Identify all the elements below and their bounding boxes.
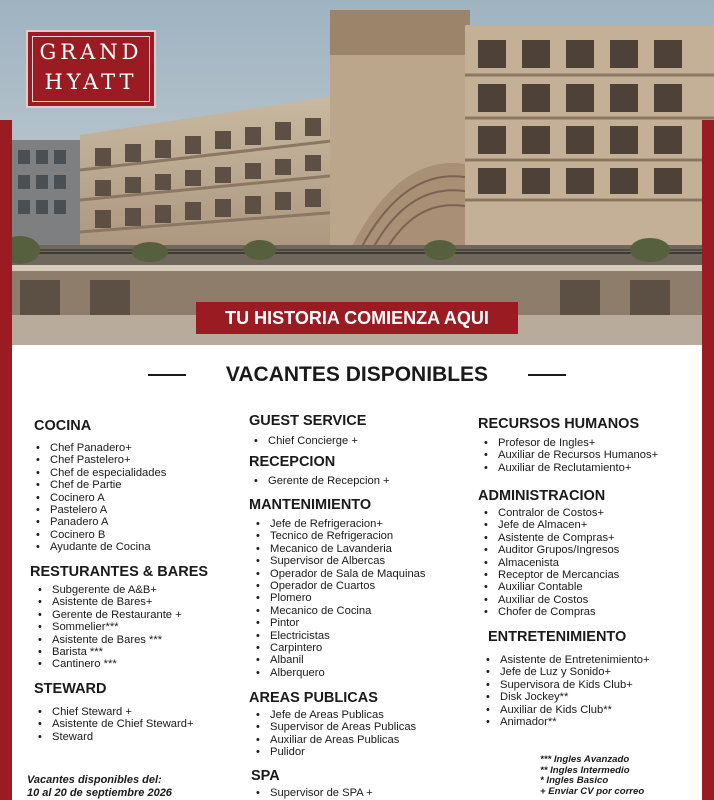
section-title-recepcion: RECEPCION	[249, 454, 336, 470]
heading-dash-left	[148, 374, 186, 376]
list-item: • Carpintero	[256, 642, 425, 654]
section-title-restaurantes: RESTURANTES & BARES	[30, 564, 209, 580]
list-item: • Jefe de Refrigeracion+	[256, 518, 425, 530]
list-item: • Animador**	[486, 716, 650, 728]
heading-dash-right	[528, 374, 566, 376]
legend-item: *** Ingles Avanzado	[540, 754, 630, 765]
heading-text: VACANTES DISPONIBLES	[225, 363, 489, 386]
list-item: • Auxiliar de Reclutamiento+	[484, 462, 658, 474]
list-item: • Disk Jockey**	[486, 691, 650, 703]
list-item: • Electricistas	[256, 630, 425, 642]
list-item: • Almacenista	[484, 557, 619, 569]
list-restaurantes	[38, 584, 182, 671]
list-item: • Supervisor de Areas Publicas	[256, 721, 416, 733]
list-item: • Panadero A	[36, 516, 166, 528]
section-title-recursos-humanos: RECURSOS HUMANOS	[478, 416, 640, 432]
legend-item: ** Ingles Intermedio	[540, 764, 630, 776]
list-spa	[256, 787, 373, 799]
list-item: • Operador de Sala de Maquinas	[256, 568, 425, 580]
section-title-areas-publicas: AREAS PUBLICAS	[249, 690, 378, 706]
list-item: • Pintor	[256, 617, 425, 629]
frame-right	[702, 120, 714, 800]
grand-hyatt-logo	[26, 30, 156, 108]
list-item: • Auxiliar de Costos	[484, 594, 619, 606]
legend-item: * Ingles Basico	[540, 775, 609, 787]
tagline-banner: TU HISTORIA COMIENZA AQUI	[196, 302, 518, 334]
section-title-entretenimiento: ENTRETENIMIENTO	[488, 629, 627, 645]
list-item: • Sommelier***	[38, 621, 182, 633]
list-item: • Gerente de Restaurante +	[38, 609, 182, 621]
list-item: • Auditor Grupos/Ingresos	[484, 544, 619, 556]
section-title-steward: STEWARD	[34, 681, 107, 697]
list-item: • Contralor de Costos+	[484, 507, 619, 519]
list-steward	[38, 706, 193, 743]
section-title-guest-service: GUEST SERVICE	[249, 413, 367, 429]
list-item: • Chef Panadero+	[36, 442, 166, 454]
list-item: • Auxiliar de Kids Club**	[486, 704, 650, 716]
list-item: • Gerente de Recepcion +	[254, 475, 390, 487]
list-item: • Auxiliar de Recursos Humanos+	[484, 449, 658, 461]
list-guest-service	[254, 435, 358, 447]
list-item: • Receptor de Mercancias	[484, 569, 619, 581]
list-item: • Jefe de Almacen+	[484, 519, 619, 531]
list-item: • Cocinero B	[36, 529, 166, 541]
list-recursos-humanos	[484, 437, 658, 474]
list-item: • Chef de especialidades	[36, 467, 166, 479]
list-item: • Cantinero ***	[38, 658, 182, 670]
list-item: • Asistente de Bares ***	[38, 634, 182, 646]
list-item: • Mecanico de Lavanderia	[256, 543, 425, 555]
availability-dates	[27, 774, 172, 799]
list-recepcion	[254, 475, 390, 487]
dates-line-2: 10 al 20 de septiembre 2026	[27, 786, 172, 799]
section-title-administracion: ADMINISTRACION	[478, 488, 606, 504]
list-administracion	[484, 507, 619, 619]
list-item: • Supervisora de Kids Club+	[486, 679, 650, 691]
list-item: • Tecnico de Refrigeracion	[256, 530, 425, 542]
list-item: • Asistente de Bares+	[38, 596, 182, 608]
list-item: • Auxiliar de Areas Publicas	[256, 734, 416, 746]
dates-line-1: Vacantes disponibles del:	[27, 774, 162, 786]
list-item: • Asistente de Chief Steward+	[38, 718, 193, 730]
list-item: • Chief Concierge +	[254, 435, 358, 447]
list-item: • Mecanico de Cocina	[256, 605, 425, 617]
list-item: • Pastelero A	[36, 504, 166, 516]
list-item: • Plomero	[256, 592, 425, 604]
list-cocina	[36, 442, 166, 554]
logo-line-2: HYATT	[44, 70, 138, 94]
list-item: • Chofer de Compras	[484, 606, 619, 618]
section-title-cocina: COCINA	[34, 418, 92, 434]
list-areas-publicas	[256, 709, 416, 759]
section-title-spa: SPA	[251, 768, 280, 784]
logo-line-1: GRAND	[39, 40, 143, 64]
list-item: • Pulidor	[256, 746, 416, 758]
list-item: • Ayudante de Cocina	[36, 541, 166, 553]
list-item: • Cocinero A	[36, 492, 166, 504]
list-item: • Auxiliar Contable	[484, 581, 619, 593]
vacancies-heading	[0, 363, 714, 387]
list-item: • Supervisor de SPA +	[256, 787, 373, 799]
list-mantenimiento	[256, 518, 425, 679]
list-item: • Profesor de Ingles+	[484, 437, 658, 449]
list-item: • Steward	[38, 731, 193, 743]
list-item: • Subgerente de A&B+	[38, 584, 182, 596]
list-item: • Asistente de Entretenimiento+	[486, 654, 650, 666]
list-entretenimiento	[486, 654, 650, 728]
list-item: • Chief Steward +	[38, 706, 193, 718]
english-level-legend	[540, 755, 644, 797]
list-item: • Asistente de Compras+	[484, 532, 619, 544]
list-item: • Barista ***	[38, 646, 182, 658]
list-item: • Alberquero	[256, 667, 425, 679]
list-item: • Chef Pastelero+	[36, 454, 166, 466]
list-item: • Operador de Cuartos	[256, 580, 425, 592]
list-item: • Chef de Partie	[36, 479, 166, 491]
list-item: • Supervisor de Albercas	[256, 555, 425, 567]
frame-left	[0, 120, 12, 800]
legend-item: + Enviar CV por correo	[540, 785, 645, 797]
list-item: • Jefe de Areas Publicas	[256, 709, 416, 721]
section-title-mantenimiento: MANTENIMIENTO	[249, 497, 372, 513]
list-item: • Jefe de Luz y Sonido+	[486, 666, 650, 678]
list-item: • Albanil	[256, 654, 425, 666]
